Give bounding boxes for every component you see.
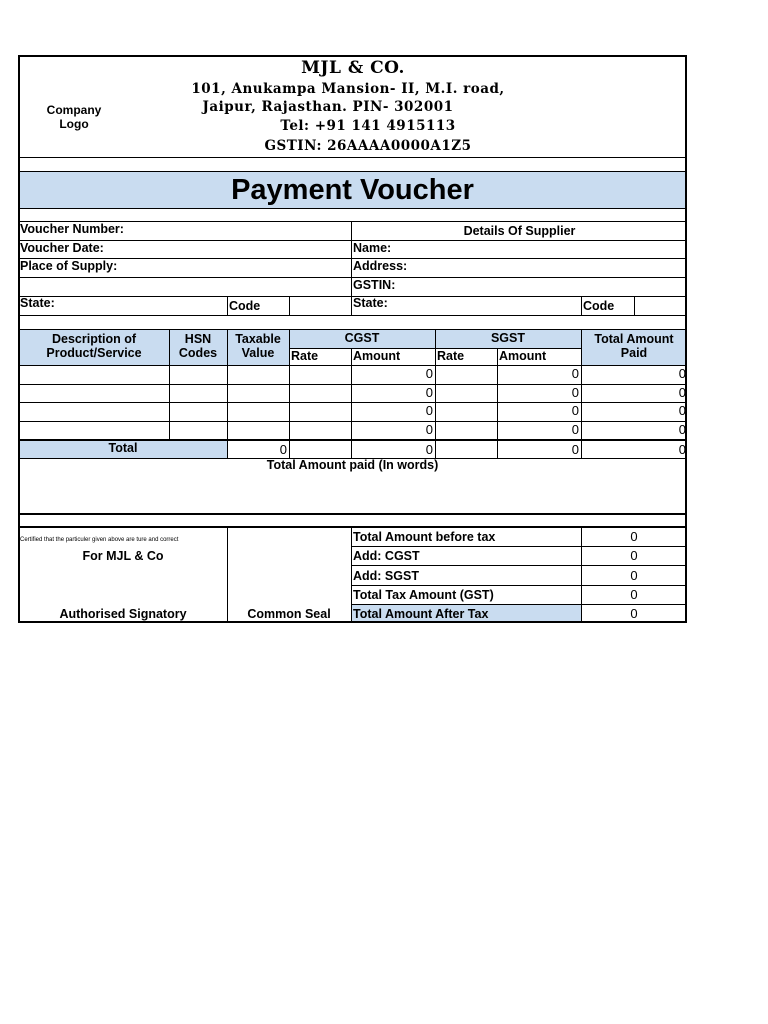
row-1-cgst-amount: 0 [425, 366, 433, 381]
summary-total-tax-label: Total Tax Amount (GST) [353, 588, 494, 602]
company-name: MJL & CO. [301, 58, 405, 78]
company-gstin: GSTIN: 26AAAA0000A1Z5 [264, 138, 472, 154]
amount-in-words-label: Total Amount paid (In words) [266, 458, 439, 472]
supplier-gstin-label: GSTIN: [353, 278, 396, 292]
company-address-line1: 101, Anukampa Mansion- II, M.I. road, [191, 81, 505, 97]
summary-before-tax-label: Total Amount before tax [353, 530, 496, 544]
col-total-paid-header: Total Amount Paid [594, 332, 674, 360]
payment-voucher-sheet [18, 55, 687, 623]
row-2-total: 0 [678, 385, 686, 400]
summary-after-tax-value: 0 [630, 606, 638, 621]
voucher-number-label: Voucher Number: [20, 222, 124, 236]
company-tel: Tel: +91 141 4915113 [280, 118, 456, 134]
row-4-cgst-amount: 0 [425, 422, 433, 437]
sgst-amount-header: Amount [499, 349, 547, 363]
certification-note: Certified that the particuler given above are ture and correct [20, 537, 179, 543]
summary-cgst-value: 0 [630, 548, 638, 563]
total-amount-paid: 0 [678, 442, 686, 457]
row-1-sgst-amount: 0 [571, 366, 579, 381]
row-2-cgst-amount: 0 [425, 385, 433, 400]
voucher-code-label: Code [229, 299, 261, 313]
summary-cgst-label: Add: CGST [353, 549, 420, 563]
summary-before-tax-value: 0 [630, 529, 638, 544]
supplier-name-label: Name: [353, 241, 392, 255]
summary-sgst-value: 0 [630, 568, 638, 583]
row-3-cgst-amount: 0 [425, 403, 433, 418]
col-description-header: Description of Product/Service [46, 332, 142, 360]
col-sgst-header: SGST [490, 331, 526, 345]
row-4-sgst-amount: 0 [571, 422, 579, 437]
supplier-code-label: Code [583, 299, 615, 313]
total-sgst-amount: 0 [571, 442, 579, 457]
row-4-total: 0 [678, 422, 686, 437]
row-3-sgst-amount: 0 [571, 403, 579, 418]
voucher-state-label: State: [20, 296, 55, 310]
supplier-address-label: Address: [353, 259, 408, 273]
total-taxable-value: 0 [279, 442, 287, 457]
col-cgst-header: CGST [344, 331, 380, 345]
col-taxable-header: Taxable Value [235, 332, 281, 360]
supplier-heading: Details Of Supplier [463, 224, 576, 238]
cgst-rate-header: Rate [291, 349, 319, 363]
common-seal-label: Common Seal [247, 607, 331, 621]
company-logo-placeholder: Company Logo [46, 103, 102, 131]
company-address-line2: Jaipur, Rajasthan. PIN- 302001 [202, 99, 454, 115]
supplier-state-label: State: [353, 296, 388, 310]
summary-total-tax-value: 0 [630, 587, 638, 602]
row-3-total: 0 [678, 403, 686, 418]
cgst-amount-header: Amount [353, 349, 401, 363]
total-row-label: Total [108, 441, 138, 455]
summary-after-tax-label: Total Amount After Tax [353, 607, 489, 621]
row-2-sgst-amount: 0 [571, 385, 579, 400]
voucher-date-label: Voucher Date: [20, 241, 104, 255]
col-hsn-header: HSN Codes [178, 332, 218, 360]
for-company-label: For MJL & Co [82, 549, 164, 563]
place-of-supply-label: Place of Supply: [20, 259, 118, 273]
page-title: Payment Voucher [231, 174, 474, 206]
total-cgst-amount: 0 [425, 442, 433, 457]
authorised-signatory-label: Authorised Signatory [59, 607, 187, 621]
row-1-total: 0 [678, 366, 686, 381]
sgst-rate-header: Rate [437, 349, 465, 363]
summary-sgst-label: Add: SGST [353, 569, 419, 583]
